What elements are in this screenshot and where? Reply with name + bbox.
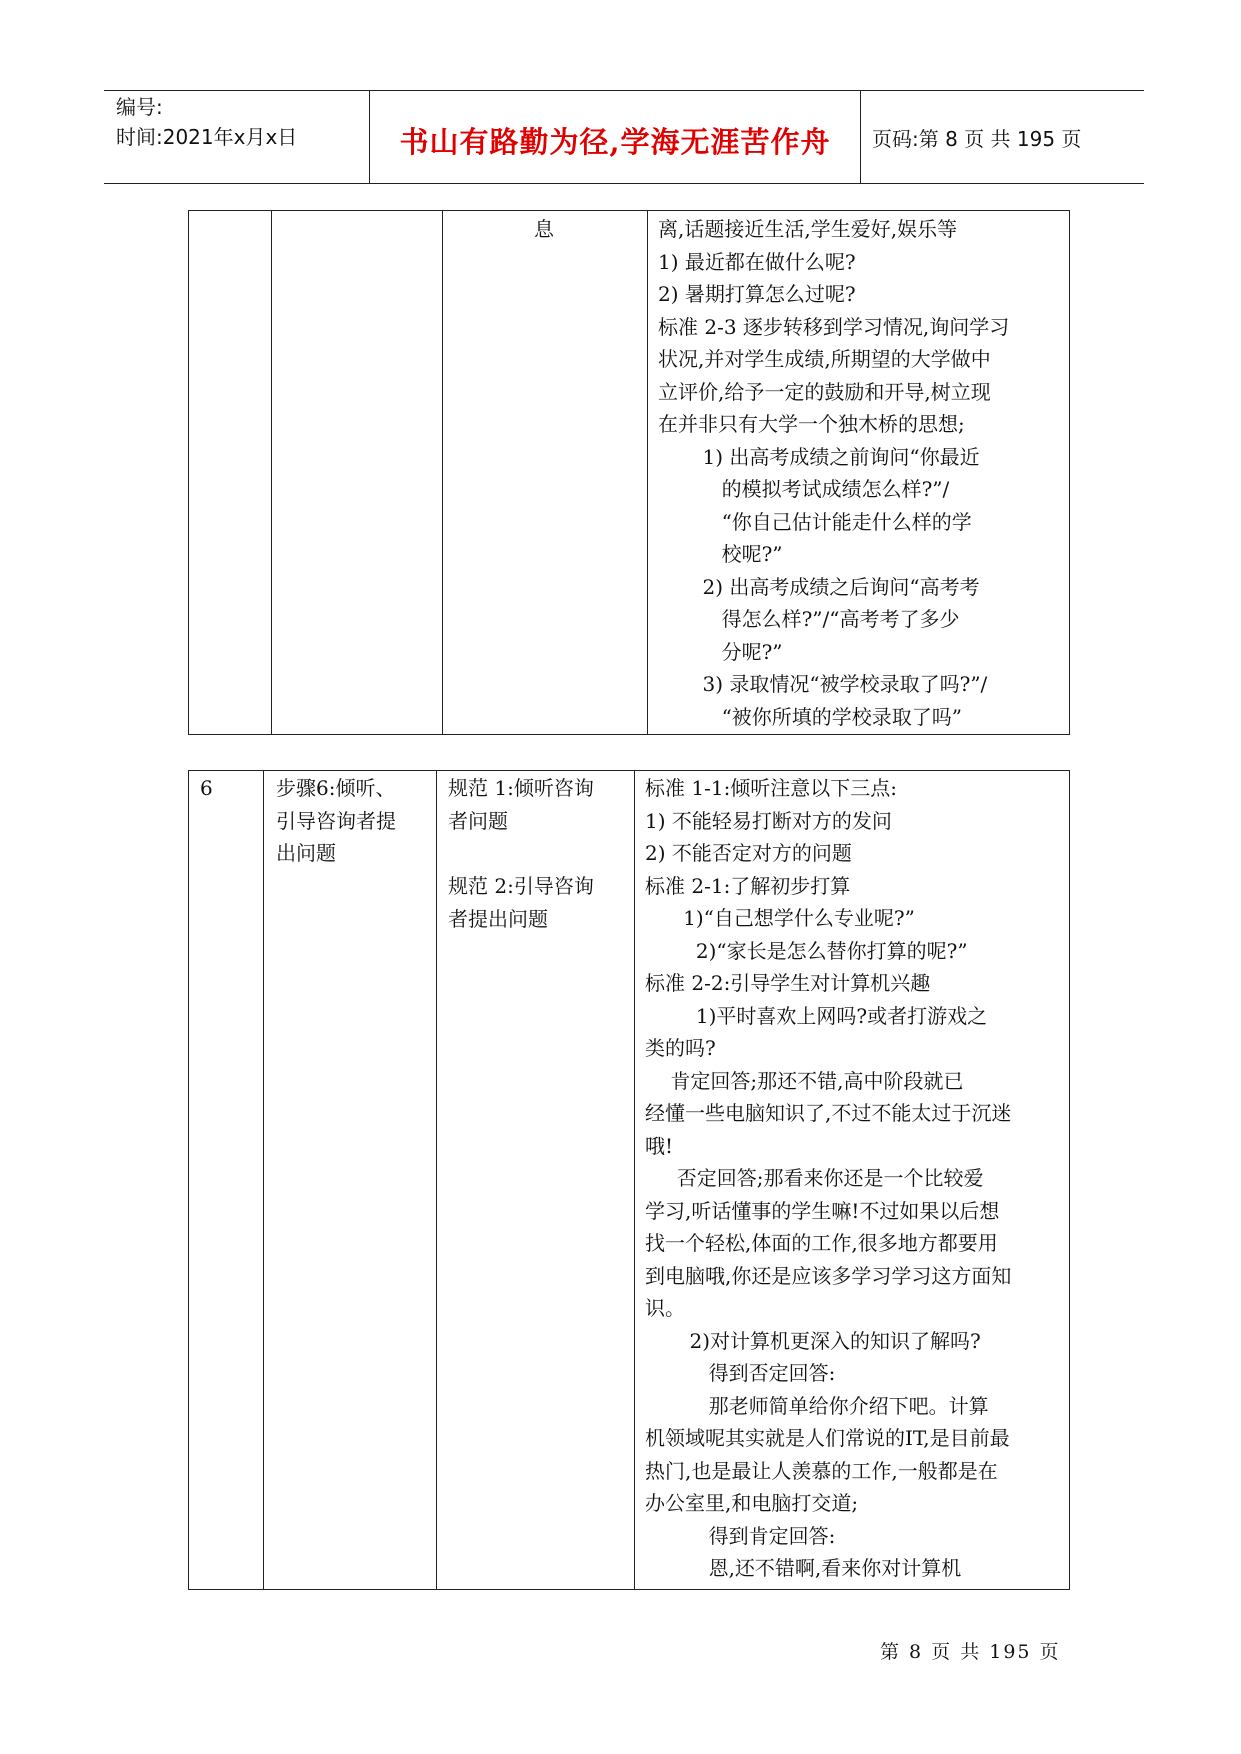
table2-col-divider-1 [263,770,264,1590]
text-line: 3) 录取情况“被学校录取了吗?”/ [658,672,988,696]
text-line: 1) 最近都在做什么呢? [658,249,856,274]
norm-2 [448,870,632,935]
text-line: 在并非只有大学一个独木桥的思想; [658,412,965,436]
number-label: 编号: [116,95,163,119]
table1-col-divider-3 [647,210,648,735]
text-line: 得怎么样?”/“高考考了多少 [658,607,960,631]
text-line: 肯定回答;那还不错,高中阶段就已 [645,1068,964,1093]
header-page-label: 页码:第 8 页 共 195 页 [872,127,1082,151]
text-line: 者提出问题 [448,906,548,931]
text-line: 立评价,给予一定的鼓励和开导,树立现 [658,379,991,404]
text-line: 标准 1-1:倾听注意以下三点: [645,776,898,800]
header-top-rule [104,90,1144,91]
footer-page-number: 第 8 页 共 195 页 [880,1641,1061,1663]
table1-col4-text [658,213,1063,733]
text-line: 2) 出高考成绩之后询问“高考考 [658,574,980,599]
text-line: 标准 2-2:引导学生对计算机兴趣 [645,971,931,995]
text-line: “被你所填的学校录取了吗” [658,704,963,729]
text-line: 的模拟考试成绩怎么样?”/ [658,477,950,501]
text-line: 校呢?” [658,542,783,566]
table2-col-divider-2 [436,770,437,1590]
table2-col-divider-3 [634,770,635,1590]
table1-col-divider-2 [442,210,443,735]
text-line: 得到否定回答: [645,1361,836,1385]
text-line: 引导咨询者提 [276,808,396,833]
text-line: 识。 [645,1296,685,1320]
text-line: 恩,还不错啊,看来你对计算机 [645,1556,962,1580]
text-line: 1)平时喜欢上网吗?或者打游戏之 [645,1003,988,1028]
text-line: 2) 暑期打算怎么过呢? [658,282,856,306]
text-line: 机领域呢其实就是人们常说的IT,是目前最 [645,1426,1010,1450]
text-line: 哦! [645,1133,674,1158]
text-line: 状况,并对学生成绩,所期望的大学做中 [658,347,991,371]
text-line: 办公室里,和电脑打交道; [645,1491,859,1515]
text-line: 出问题 [276,841,336,865]
text-line: 步骤6:倾听、 [276,776,396,800]
text-line: 者问题 [448,808,508,833]
text-line: 标准 2-3 逐步转移到学习情况,询问学习 [658,314,1010,339]
text-line: 到电脑哦,你还是应该多学习学习这方面知 [645,1263,1012,1288]
text-line: “你自己估计能走什么样的学 [658,509,972,534]
step-title [276,772,434,870]
text-line: 分呢?” [658,639,783,664]
text-line: 类的吗? [645,1036,716,1060]
header-bottom-rule [104,183,1144,184]
time-label: 时间:2021年x月x日 [116,125,298,149]
text-line: 学习,听话懂事的学生嘛!不过如果以后想 [645,1198,1000,1223]
table1-col-divider-1 [271,210,272,735]
text-line: 规范 1:倾听咨询 [448,776,594,800]
text-line: 那老师简单给你介绍下吧。计算 [645,1393,989,1418]
text-line: 否定回答;那看来你还是一个比较爱 [645,1166,984,1190]
text-line: 2)“家长是怎么替你打算的呢?” [645,938,968,963]
header-meta [116,92,297,152]
text-line: 2) 不能否定对方的问题 [645,841,852,865]
standards-text [645,772,1065,1585]
text-line: 1) 出高考成绩之前询问“你最近 [658,444,980,469]
text-line: 1) 不能轻易打断对方的发问 [645,808,892,833]
text-line: 规范 2:引导咨询 [448,874,594,898]
norm-1 [448,772,632,837]
step-number: 6 [200,776,213,800]
text-line: 离,话题接近生活,学生爱好,娱乐等 [658,217,958,241]
text-line: 经懂一些电脑知识了,不过不能太过于沉迷 [645,1101,1012,1125]
table1-col3-text: 息 [534,217,554,241]
header-divider-right [860,90,861,183]
text-line: 2)对计算机更深入的知识了解吗? [645,1328,981,1353]
text-line: 热门,也是最让人羡慕的工作,一般都是在 [645,1458,998,1483]
text-line: 1)“自己想学什么专业呢?” [645,906,915,930]
text-line: 得到肯定回答: [645,1523,836,1548]
text-line: 找一个轻松,体面的工作,很多地方都要用 [645,1231,998,1255]
text-line: 标准 2-1:了解初步打算 [645,873,851,898]
header-motto: 书山有路勤为径,学海无涯苦作舟 [399,125,831,159]
